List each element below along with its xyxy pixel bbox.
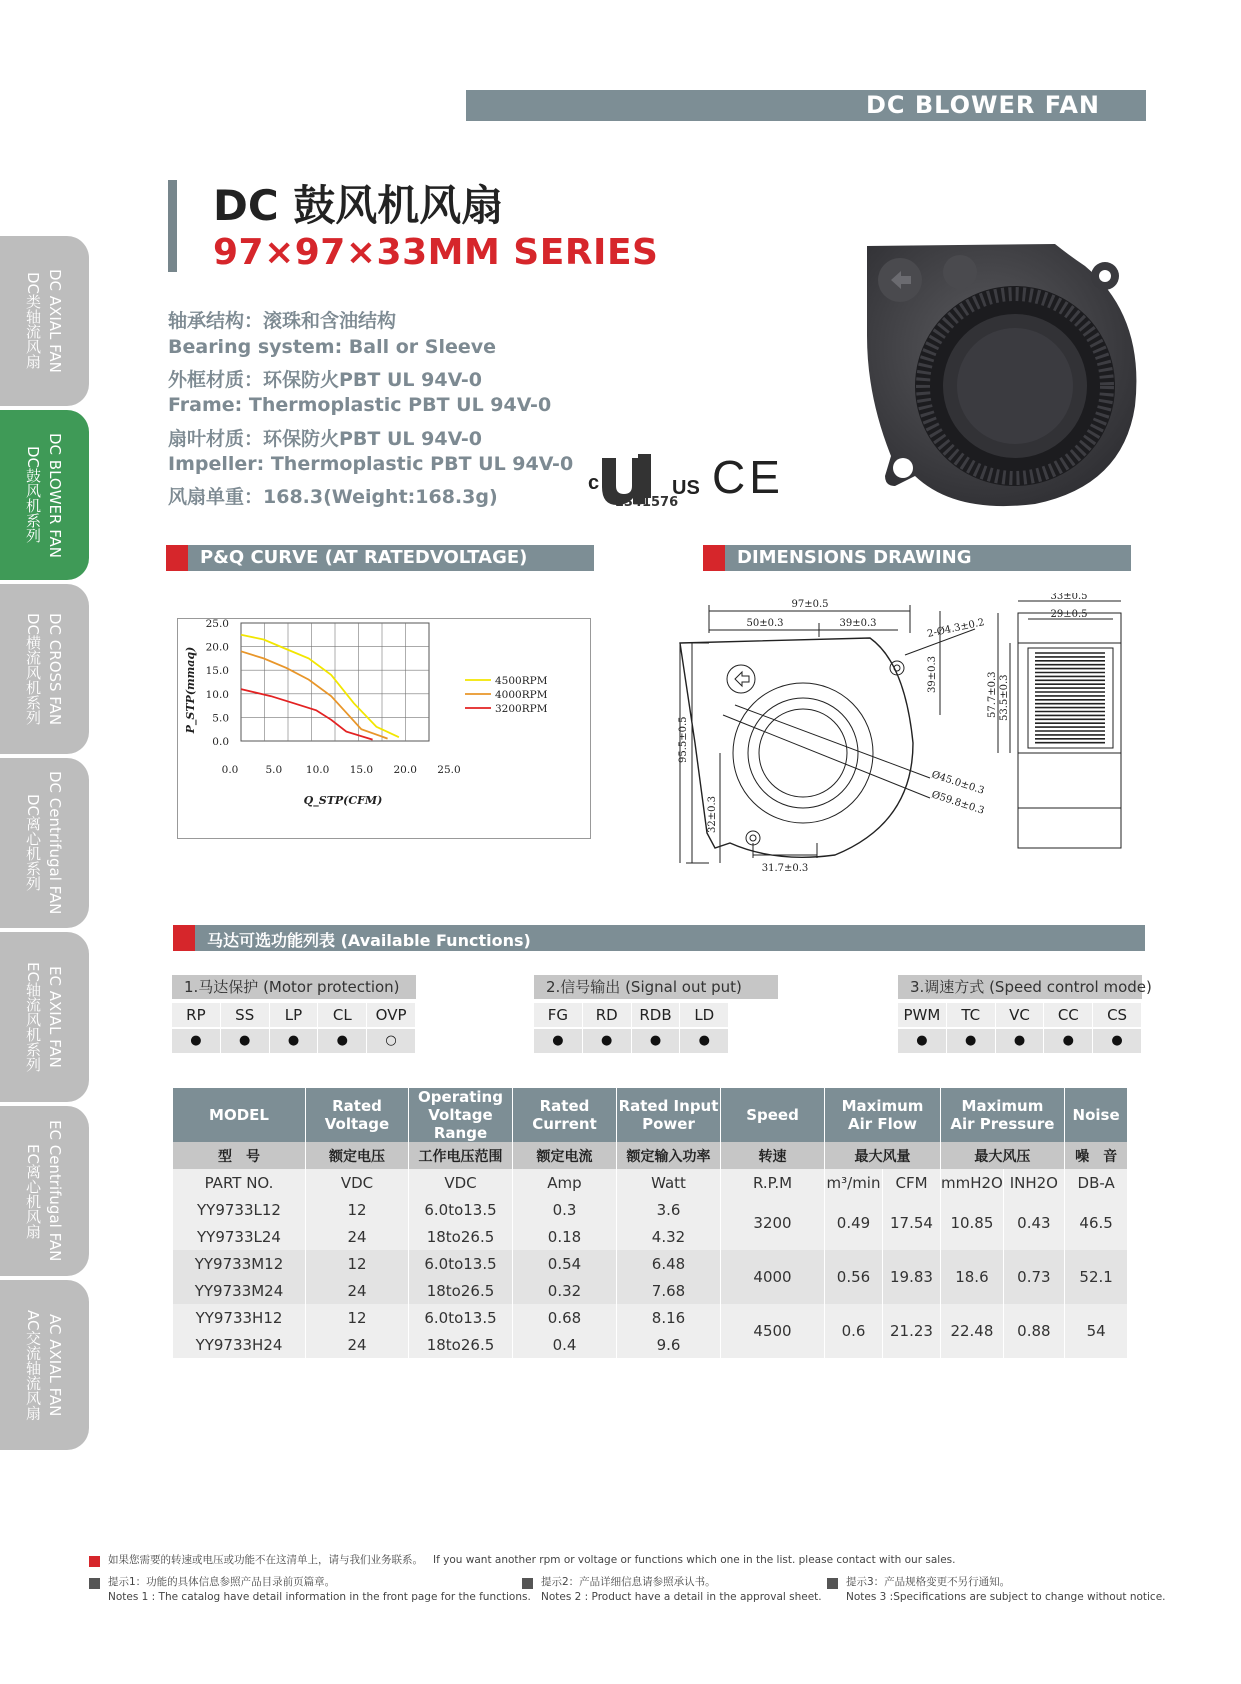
legend-label-4000RPM: 4000RPM	[495, 689, 548, 701]
dim-dia-59: Ø59.8±0.3	[930, 789, 986, 817]
footer-square-2	[522, 1578, 533, 1589]
header-model: MODEL	[173, 1088, 306, 1142]
header-noise: Noise	[1064, 1088, 1127, 1142]
cell-range: 6.0to13.5	[409, 1250, 513, 1277]
table-row	[173, 1196, 1128, 1223]
cell-flow-m3: 0.49	[825, 1196, 883, 1250]
function-label-cc: CC	[1044, 1003, 1092, 1027]
spec-bearing-en: Bearing system: Ball or Sleeve	[168, 336, 497, 358]
dim-height-53: 53.5±0.3	[999, 674, 1010, 721]
x-tick-label: 25.0	[437, 764, 461, 776]
table-header-row	[173, 1088, 1128, 1142]
unit-part-no: PART NO.	[173, 1169, 306, 1196]
side-tab-label: DC BLOWER FAN	[46, 432, 64, 558]
dim-hole: 2-Ø4.3±0.2	[926, 617, 986, 640]
spec-frame-en: Frame: Thermoplastic PBT UL 94V-0	[168, 394, 552, 416]
side-tab-label-cn: AC交流轴流风扇	[24, 1309, 42, 1421]
unit-inh2o: INH2O	[1003, 1169, 1064, 1196]
header-speed: Speed	[721, 1088, 825, 1142]
cell-current: 0.18	[513, 1223, 617, 1250]
spec-bearing-cn: 轴承结构：滚珠和含油结构	[168, 310, 397, 332]
header-cn-air-pressure: 最大风压	[941, 1142, 1065, 1169]
function-label-ss: SS	[221, 1003, 269, 1027]
pq-chart	[178, 619, 590, 838]
y-tick-label: 20.0	[205, 641, 229, 654]
header-rated-power: Rated Input Power	[617, 1088, 721, 1142]
cell-range: 6.0to13.5	[409, 1304, 513, 1331]
function-group-motor-title: 1.马达保护 (Motor protection)	[172, 975, 416, 999]
header-cn-voltage: 额定电压	[306, 1142, 409, 1169]
side-tab-dc-axial[interactable]	[0, 236, 89, 406]
header-cn-range: 工作电压范围	[409, 1142, 513, 1169]
function-label-cs: CS	[1093, 1003, 1141, 1027]
x-tick-label: 0.0	[221, 764, 239, 776]
cell-pressure-inh2o: 0.73	[1003, 1250, 1064, 1304]
cell-range: 6.0to13.5	[409, 1196, 513, 1223]
cell-power: 6.48	[617, 1250, 721, 1277]
footer-note2-cn: 提示2：产品详细信息请参照承认书。	[541, 1576, 716, 1588]
function-mark-cc: ●	[1044, 1029, 1092, 1053]
unit-mmh2o: mmH2O	[941, 1169, 1004, 1196]
function-label-tc: TC	[947, 1003, 995, 1027]
function-mark-cs: ●	[1093, 1029, 1141, 1053]
function-group-speed-title: 3.调速方式 (Speed control mode)	[898, 975, 1142, 999]
cell-range: 18to26.5	[409, 1331, 513, 1358]
page-title-cn: DC 鼓风机风扇	[213, 181, 504, 230]
side-tab-label-cn: DC离心机系列	[24, 794, 42, 892]
cell-noise: 54	[1064, 1304, 1127, 1358]
cell-power: 9.6	[617, 1331, 721, 1358]
legend-label-3200RPM: 3200RPM	[495, 703, 548, 715]
function-mark-ss: ●	[221, 1029, 269, 1053]
spec-impeller-cn: 扇叶材质：环保防火PBT UL 94V-0	[168, 428, 483, 450]
cell-voltage: 12	[306, 1250, 409, 1277]
side-tab-ec-axial[interactable]	[0, 932, 89, 1102]
legend-label-4500RPM: 4500RPM	[495, 675, 548, 687]
unit-amp: Amp	[513, 1169, 617, 1196]
section-title-dimensions: DIMENSIONS DRAWING	[737, 547, 972, 568]
cell-model: YY9733L24	[173, 1223, 306, 1250]
cell-model: YY9733H24	[173, 1331, 306, 1358]
unit-vdc-range: VDC	[409, 1169, 513, 1196]
spec-frame-cn: 外框材质：环保防火PBT UL 94V-0	[168, 369, 483, 391]
section-header-functions	[173, 925, 1145, 951]
blower-fan-image	[855, 236, 1145, 508]
cell-power: 3.6	[617, 1196, 721, 1223]
section-title-pq: P&Q CURVE (AT RATEDVOLTAGE)	[200, 547, 528, 568]
x-tick-label: 15.0	[349, 764, 374, 776]
dimensions-drawing	[655, 593, 1145, 883]
function-label-ovp: OVP	[367, 1003, 415, 1027]
side-tab-ac-axial[interactable]	[0, 1280, 89, 1450]
footer-note2-en: Notes 2 : Product have a detail in the approval sheet.	[541, 1591, 822, 1603]
cell-current: 0.32	[513, 1277, 617, 1304]
cell-current: 0.68	[513, 1304, 617, 1331]
function-label-cl: CL	[318, 1003, 366, 1027]
header-air-flow: Maximum Air Flow	[825, 1088, 941, 1142]
unit-rpm: R.P.M	[721, 1169, 825, 1196]
header-operating-range: Operating Voltage Range	[409, 1088, 513, 1142]
function-mark-fg: ●	[534, 1029, 582, 1053]
function-label-pwm: PWM	[898, 1003, 946, 1027]
table-units-row	[173, 1169, 1128, 1196]
cell-model: YY9733L12	[173, 1196, 306, 1223]
side-tab-dc-cross[interactable]	[0, 584, 89, 754]
function-mark-tc: ●	[947, 1029, 995, 1053]
header-air-pressure: Maximum Air Pressure	[941, 1088, 1065, 1142]
cell-speed: 3200	[721, 1196, 825, 1250]
cell-flow-m3: 0.56	[825, 1250, 883, 1304]
dim-width-39: 39±0.3	[839, 618, 877, 629]
side-tab-label: DC Centrifugal FAN	[46, 771, 64, 915]
unit-dba: DB-A	[1064, 1169, 1127, 1196]
spec-impeller-en: Impeller: Thermoplastic PBT UL 94V-0	[168, 453, 574, 475]
spec-weight: 风扇单重：168.3(Weight:168.3g)	[168, 486, 498, 508]
side-tab-label: EC AXIAL FAN	[46, 966, 64, 1068]
side-tab-label-cn: EC离心机风扇	[24, 1143, 42, 1239]
function-mark-vc: ●	[996, 1029, 1044, 1053]
section-header-pq	[166, 545, 594, 571]
side-tab-label-cn: EC轴流风机系列	[24, 962, 42, 1072]
cell-speed: 4000	[721, 1250, 825, 1304]
cell-pressure-inh2o: 0.88	[1003, 1304, 1064, 1358]
header-cn-noise: 噪 音	[1064, 1142, 1127, 1169]
function-mark-pwm: ●	[898, 1029, 946, 1053]
y-axis-label: P_STP(mmaq)	[184, 646, 197, 734]
dim-height-95: 95.5±0.5	[678, 716, 689, 763]
header-cn-power: 额定输入功率	[617, 1142, 721, 1169]
cell-current: 0.54	[513, 1250, 617, 1277]
cell-noise: 46.5	[1064, 1196, 1127, 1250]
header-rated-current: Rated Current	[513, 1088, 617, 1142]
cell-speed: 4500	[721, 1304, 825, 1358]
cell-model: YY9733H12	[173, 1304, 306, 1331]
ce-mark: CE	[712, 451, 784, 503]
cell-current: 0.4	[513, 1331, 617, 1358]
footer-note1-cn: 提示1：功能的具体信息参照产品目录前页篇章。	[108, 1576, 336, 1588]
side-tab-label-cn: DC横流风机系列	[24, 612, 42, 726]
dim-thick-29: 29±0.5	[1050, 609, 1088, 620]
title-accent-bar	[168, 180, 177, 272]
header-banner-text: DC BLOWER FAN	[865, 91, 1100, 119]
pq-chart-frame	[177, 618, 591, 839]
ul-c-mark: c	[588, 472, 600, 494]
header-cn-model: 型 号	[173, 1142, 306, 1169]
side-tab-label: DC CROSS FAN	[46, 612, 64, 726]
footer-note1-en: Notes 1 : The catalog have detail information in the front page for the functions.	[108, 1591, 531, 1603]
header-cn-current: 额定电流	[513, 1142, 617, 1169]
function-group-signal-title: 2.信号输出 (Signal out put)	[534, 975, 778, 999]
page-title-en: 97×97×33MM SERIES	[213, 232, 659, 273]
section-title-functions: 马达可选功能列表 (Available Functions)	[207, 931, 531, 950]
x-tick-label: 20.0	[393, 764, 417, 776]
x-axis-label: Q_STP(CFM)	[303, 794, 383, 807]
function-mark-ovp: ○	[367, 1029, 415, 1053]
function-label-ld: LD	[680, 1003, 728, 1027]
spec-table	[172, 1088, 1127, 1358]
function-label-rdb: RDB	[632, 1003, 680, 1027]
function-label-rd: RD	[583, 1003, 631, 1027]
side-tab-label-cn: DC鼓风机系列	[24, 446, 42, 544]
side-tab-label: DC AXIAL FAN	[46, 269, 64, 373]
unit-watt: Watt	[617, 1169, 721, 1196]
cell-pressure-mmh2o: 10.85	[941, 1196, 1004, 1250]
y-tick-label: 0.0	[212, 736, 229, 748]
cell-power: 8.16	[617, 1304, 721, 1331]
cell-pressure-mmh2o: 22.48	[941, 1304, 1004, 1358]
y-tick-label: 5.0	[212, 712, 229, 725]
cell-flow-cfm: 19.83	[883, 1250, 941, 1304]
header-banner	[466, 90, 1146, 121]
dim-thick-33: 33±0.5	[1050, 593, 1088, 602]
x-tick-label: 10.0	[305, 764, 330, 776]
cell-voltage: 12	[306, 1196, 409, 1223]
cell-current: 0.3	[513, 1196, 617, 1223]
function-mark-rdb: ●	[632, 1029, 680, 1053]
cell-range: 18to26.5	[409, 1277, 513, 1304]
cell-noise: 52.1	[1064, 1250, 1127, 1304]
cell-pressure-mmh2o: 18.6	[941, 1250, 1004, 1304]
cell-voltage: 12	[306, 1304, 409, 1331]
side-tab-label: AC AXIAL FAN	[46, 1313, 64, 1417]
footer-contact-en: If you want another rpm or voltage or functions which one in the list. please contact with our sales.	[433, 1554, 956, 1566]
y-tick-label: 10.0	[205, 688, 229, 701]
dim-height-57: 57.7±0.3	[987, 671, 998, 718]
function-mark-lp: ●	[270, 1029, 318, 1053]
footer-square-1	[89, 1578, 100, 1589]
side-tab-dc-centrifugal[interactable]	[0, 758, 89, 928]
dim-width-31: 31.7±0.3	[761, 863, 809, 874]
function-mark-cl: ●	[318, 1029, 366, 1053]
function-label-rp: RP	[172, 1003, 220, 1027]
function-mark-rd: ●	[583, 1029, 631, 1053]
function-mark-rp: ●	[172, 1029, 220, 1053]
function-mark-ld: ●	[680, 1029, 728, 1053]
footer-square-3	[827, 1578, 838, 1589]
footer-contact-cn: 如果您需要的转速或电压或功能不在这清单上，请与我们业务联系。	[108, 1554, 423, 1566]
side-tab-dc-blower[interactable]	[0, 410, 89, 580]
cert-number: E341576	[615, 495, 679, 510]
dim-dia-45: Ø45.0±0.3	[930, 769, 986, 797]
footer-note3-en: Notes 3 :Specifications are subject to change without notice.	[846, 1591, 1166, 1603]
side-tab-label: EC Centrifugal FAN	[46, 1120, 64, 1262]
cell-voltage: 24	[306, 1277, 409, 1304]
cell-flow-cfm: 17.54	[883, 1196, 941, 1250]
header-rated-voltage: Rated Voltage	[306, 1088, 409, 1142]
side-tab-ec-centrifugal[interactable]	[0, 1106, 89, 1276]
header-cn-speed: 转速	[721, 1142, 825, 1169]
dim-width-50: 50±0.3	[746, 618, 784, 629]
cell-pressure-inh2o: 0.43	[1003, 1196, 1064, 1250]
cell-flow-cfm: 21.23	[883, 1304, 941, 1358]
cell-model: YY9733M12	[173, 1250, 306, 1277]
cell-model: YY9733M24	[173, 1277, 306, 1304]
y-tick-label: 25.0	[205, 619, 229, 630]
dim-height-39: 39±0.3	[927, 655, 938, 693]
footer-red-square	[89, 1556, 100, 1567]
ul-us-mark: US	[672, 477, 700, 499]
section-header-dimensions	[703, 545, 1131, 571]
cell-voltage: 24	[306, 1223, 409, 1250]
cell-flow-m3: 0.6	[825, 1304, 883, 1358]
cell-power: 7.68	[617, 1277, 721, 1304]
function-label-fg: FG	[534, 1003, 582, 1027]
table-row	[173, 1304, 1128, 1331]
header-cn-air-flow: 最大风量	[825, 1142, 941, 1169]
table-row	[173, 1250, 1128, 1277]
cell-voltage: 24	[306, 1331, 409, 1358]
cell-power: 4.32	[617, 1223, 721, 1250]
unit-vdc: VDC	[306, 1169, 409, 1196]
cell-range: 18to26.5	[409, 1223, 513, 1250]
y-tick-label: 15.0	[205, 665, 229, 678]
footer-note3-cn: 提示3：产品规格变更不另行通知。	[846, 1576, 1011, 1588]
function-label-vc: VC	[996, 1003, 1044, 1027]
function-label-lp: LP	[270, 1003, 318, 1027]
side-tab-label-cn: DC类轴流风扇	[24, 272, 42, 370]
x-tick-label: 5.0	[265, 764, 283, 776]
unit-m3min: m³/min	[825, 1169, 883, 1196]
dim-width-97: 97±0.5	[791, 599, 829, 610]
unit-cfm: CFM	[883, 1169, 941, 1196]
table-header-cn-row	[173, 1142, 1128, 1169]
dim-height-32: 32±0.3	[707, 795, 718, 833]
